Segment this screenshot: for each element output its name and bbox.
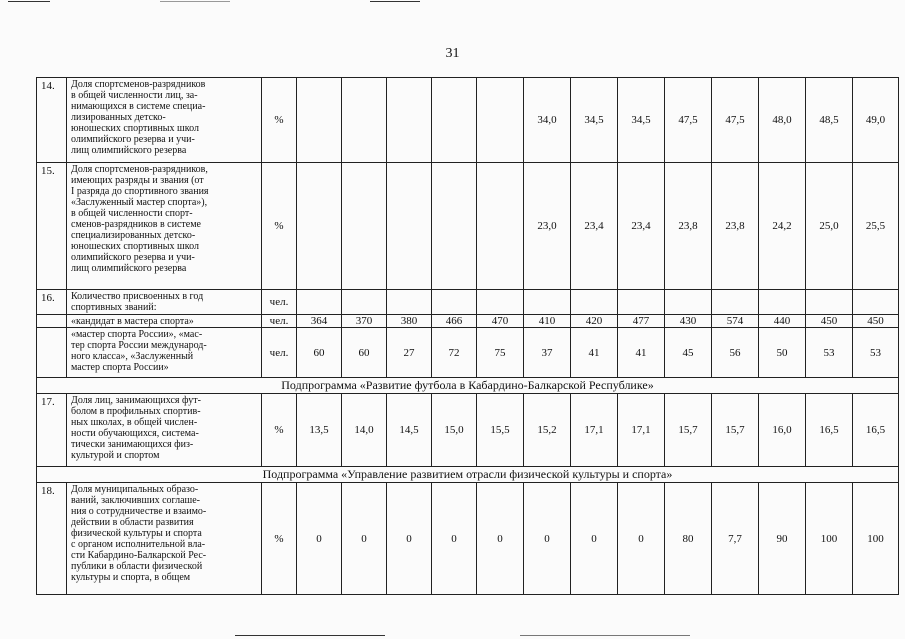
- value-cell: 47,5: [665, 78, 712, 163]
- description-line: «мастер спорта России», «мас-: [71, 329, 203, 340]
- value-cell: 0: [432, 483, 477, 595]
- description-line: нимающихся в системе специа-: [71, 101, 206, 112]
- value-cell: 370: [342, 315, 387, 328]
- description-line: имеющих разряды и звания (от: [71, 175, 204, 186]
- value-cell: [477, 78, 524, 163]
- value-cell: 466: [432, 315, 477, 328]
- value-cell: 16,5: [806, 394, 853, 467]
- table-row: [37, 163, 899, 290]
- description-line: действии в области развития: [71, 517, 194, 528]
- value-cell: 100: [806, 483, 853, 595]
- value-cell: [432, 78, 477, 163]
- description-line: тер спорта России международ-: [71, 340, 207, 351]
- subprogram-title: Подпрограмма «Развитие футбола в Кабардино-Балкарской Республике»: [37, 378, 899, 394]
- value-cell: 15,0: [432, 394, 477, 467]
- description-line: спортивных званий:: [71, 302, 157, 313]
- unit-cell: %: [262, 78, 297, 163]
- row-number: 14.: [37, 78, 67, 163]
- value-cell: [297, 78, 342, 163]
- value-cell: 0: [477, 483, 524, 595]
- value-cell: 364: [297, 315, 342, 328]
- value-cell: 34,0: [524, 78, 571, 163]
- value-cell: 470: [477, 315, 524, 328]
- value-cell: 13,5: [297, 394, 342, 467]
- subprogram-row: [37, 378, 899, 394]
- value-cell: 23,8: [665, 163, 712, 290]
- description-line: в общей численности лиц, за-: [71, 90, 198, 101]
- value-cell: 0: [524, 483, 571, 595]
- value-cell: [432, 290, 477, 315]
- description-line: «Заслуженный мастер спорта»),: [71, 197, 208, 208]
- table-row: [37, 328, 899, 378]
- row-number: 16.: [37, 290, 67, 315]
- unit-cell: чел.: [262, 328, 297, 378]
- scan-artifact-line: [235, 635, 385, 636]
- value-cell: 23,0: [524, 163, 571, 290]
- value-cell: 25,0: [806, 163, 853, 290]
- value-cell: 48,0: [759, 78, 806, 163]
- description-line: Количество присвоенных в год: [71, 291, 204, 302]
- value-cell: 75: [477, 328, 524, 378]
- unit-cell: чел.: [262, 315, 297, 328]
- value-cell: [297, 290, 342, 315]
- value-cell: [665, 290, 712, 315]
- description-line: болом в профильных спортив-: [71, 406, 201, 417]
- table-body: [37, 78, 899, 595]
- value-cell: [571, 290, 618, 315]
- description-line: тически занимающихся физ-: [71, 439, 194, 450]
- value-cell: 15,5: [477, 394, 524, 467]
- description-line: физической культуры и спорта: [71, 528, 202, 539]
- value-cell: [432, 163, 477, 290]
- value-cell: [387, 78, 432, 163]
- row-number: [37, 315, 67, 328]
- value-cell: 100: [853, 483, 899, 595]
- value-cell: 574: [712, 315, 759, 328]
- value-cell: 15,7: [665, 394, 712, 467]
- description-line: олимпийского резерва и учи-: [71, 252, 195, 263]
- description-line: ваний, заключивших соглаше-: [71, 495, 200, 506]
- value-cell: [387, 163, 432, 290]
- row-number: 15.: [37, 163, 67, 290]
- description-line: лизированных детско-: [71, 112, 166, 123]
- description-line: Доля спортсменов-разрядников: [71, 79, 206, 90]
- value-cell: 53: [806, 328, 853, 378]
- table-row: [37, 290, 899, 315]
- value-cell: 34,5: [618, 78, 665, 163]
- unit-cell: %: [262, 394, 297, 467]
- description-line: специализированных детско-: [71, 230, 196, 241]
- value-cell: [342, 78, 387, 163]
- description-line: мастер спорта России»: [71, 362, 169, 373]
- description-line: юношеских спортивных школ: [71, 123, 199, 134]
- description-line: ния о сотрудничестве и взаимо-: [71, 506, 207, 517]
- value-cell: 25,5: [853, 163, 899, 290]
- subprogram-title: Подпрограмма «Управление развитием отрасли физической культуры и спорта»: [37, 467, 899, 483]
- value-cell: [342, 290, 387, 315]
- value-cell: 430: [665, 315, 712, 328]
- indicator-description: [67, 163, 262, 290]
- value-cell: 0: [571, 483, 618, 595]
- value-cell: 0: [342, 483, 387, 595]
- value-cell: [387, 290, 432, 315]
- description-line: в общей численности спорт-: [71, 208, 193, 219]
- value-cell: 53: [853, 328, 899, 378]
- value-cell: [342, 163, 387, 290]
- value-cell: [297, 163, 342, 290]
- indicator-description: [67, 483, 262, 595]
- value-cell: [853, 290, 899, 315]
- value-cell: 41: [571, 328, 618, 378]
- value-cell: 41: [618, 328, 665, 378]
- description-line: Доля спортсменов-разрядников,: [71, 164, 208, 175]
- value-cell: 50: [759, 328, 806, 378]
- description-line: культуры и спорта, в общем: [71, 572, 191, 583]
- value-cell: 56: [712, 328, 759, 378]
- value-cell: [712, 290, 759, 315]
- value-cell: 420: [571, 315, 618, 328]
- unit-cell: %: [262, 163, 297, 290]
- value-cell: 15,2: [524, 394, 571, 467]
- value-cell: 16,5: [853, 394, 899, 467]
- scan-artifact-line: [8, 1, 50, 2]
- value-cell: 48,5: [806, 78, 853, 163]
- description-line: Доля муниципальных образо-: [71, 484, 199, 495]
- value-cell: 477: [618, 315, 665, 328]
- value-cell: 380: [387, 315, 432, 328]
- description-line: I разряда до спортивного звания: [71, 186, 209, 197]
- unit-cell: %: [262, 483, 297, 595]
- value-cell: 450: [806, 315, 853, 328]
- unit-cell: чел.: [262, 290, 297, 315]
- value-cell: 80: [665, 483, 712, 595]
- value-cell: 34,5: [571, 78, 618, 163]
- description-line: сти Кабардино-Балкарской Рес-: [71, 550, 207, 561]
- indicator-description: [67, 328, 262, 378]
- value-cell: 410: [524, 315, 571, 328]
- description-line: культурой и спортом: [71, 450, 160, 461]
- description-line: лищ олимпийского резерва: [71, 145, 187, 156]
- value-cell: 49,0: [853, 78, 899, 163]
- subprogram-row: [37, 467, 899, 483]
- table-row: [37, 394, 899, 467]
- value-cell: 24,2: [759, 163, 806, 290]
- value-cell: 23,4: [618, 163, 665, 290]
- description-line: олимпийского резерва и учи-: [71, 134, 195, 145]
- value-cell: [524, 290, 571, 315]
- page-number: 31: [445, 46, 460, 61]
- value-cell: 17,1: [618, 394, 665, 467]
- scan-artifact-line: [370, 1, 420, 2]
- description-line: ности обучающихся, система-: [71, 428, 199, 439]
- value-cell: 47,5: [712, 78, 759, 163]
- row-number: 17.: [37, 394, 67, 467]
- row-number: [37, 328, 67, 378]
- value-cell: 16,0: [759, 394, 806, 467]
- value-cell: [759, 290, 806, 315]
- indicators-table: [36, 77, 899, 595]
- row-number: 18.: [37, 483, 67, 595]
- value-cell: 60: [342, 328, 387, 378]
- value-cell: 14,5: [387, 394, 432, 467]
- value-cell: 450: [853, 315, 899, 328]
- scan-artifact-line: [160, 1, 230, 2]
- value-cell: 45: [665, 328, 712, 378]
- value-cell: 440: [759, 315, 806, 328]
- value-cell: 15,7: [712, 394, 759, 467]
- indicator-description: [67, 394, 262, 467]
- table-row: [37, 78, 899, 163]
- description-line: юношеских спортивных школ: [71, 241, 199, 252]
- table-row: [37, 483, 899, 595]
- scan-artifact-line: [520, 635, 690, 636]
- value-cell: [477, 163, 524, 290]
- value-cell: 7,7: [712, 483, 759, 595]
- description-line: «кандидат в мастера спорта»: [71, 316, 194, 327]
- value-cell: 90: [759, 483, 806, 595]
- description-line: лищ олимпийского резерва: [71, 263, 187, 274]
- description-line: ных школах, в общей числен-: [71, 417, 198, 428]
- description-line: сменов-разрядников в системе: [71, 219, 201, 230]
- value-cell: 37: [524, 328, 571, 378]
- description-line: Доля лиц, занимающихся фут-: [71, 395, 201, 406]
- description-line: ного класса», «Заслуженный: [71, 351, 194, 362]
- value-cell: 72: [432, 328, 477, 378]
- value-cell: 60: [297, 328, 342, 378]
- indicator-description: [67, 78, 262, 163]
- value-cell: 23,8: [712, 163, 759, 290]
- value-cell: 0: [297, 483, 342, 595]
- value-cell: 14,0: [342, 394, 387, 467]
- value-cell: 0: [618, 483, 665, 595]
- value-cell: 0: [387, 483, 432, 595]
- value-cell: 27: [387, 328, 432, 378]
- value-cell: [618, 290, 665, 315]
- value-cell: [477, 290, 524, 315]
- table-row: [37, 315, 899, 328]
- description-line: с органом исполнительной вла-: [71, 539, 206, 550]
- value-cell: 17,1: [571, 394, 618, 467]
- value-cell: 23,4: [571, 163, 618, 290]
- indicator-description: [67, 290, 262, 315]
- value-cell: [806, 290, 853, 315]
- description-line: публики в области физической: [71, 561, 203, 572]
- indicator-description: [67, 315, 262, 328]
